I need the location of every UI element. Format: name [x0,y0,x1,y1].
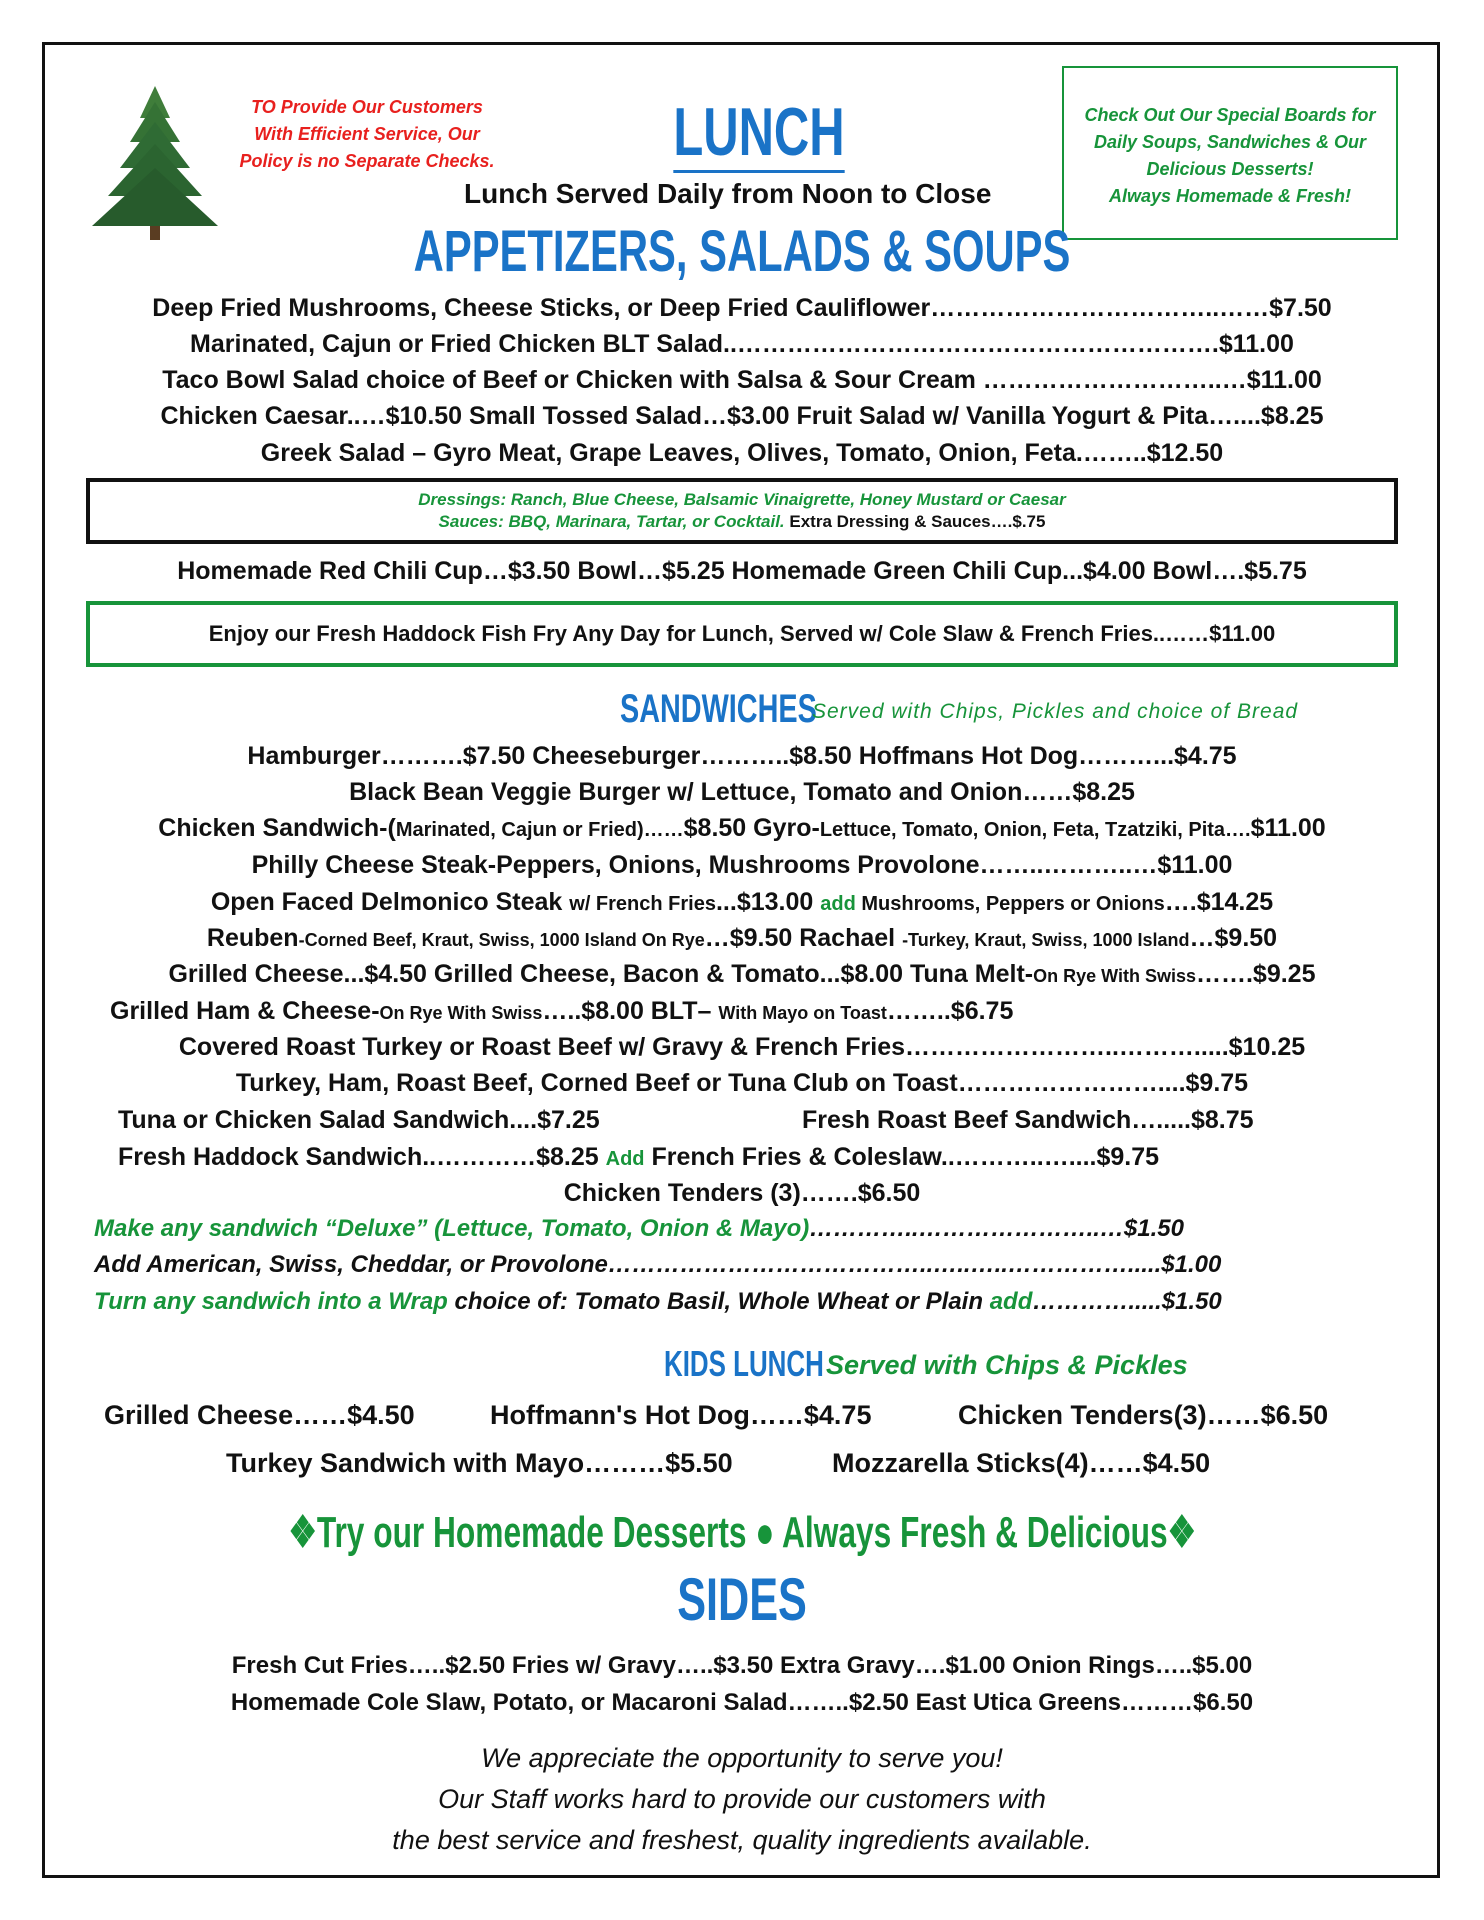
menu-item: Turkey Sandwich with Mayo………$5.50 [226,1448,733,1478]
special-line: Always Homemade & Fresh! [1108,186,1352,206]
footer-line: the best service and freshest, quality ingredients available. [392,1825,1092,1855]
wrap-choices: choice of: Tomato Basil, Whole Wheat or Plain [454,1288,990,1315]
menu-item: Taco Bowl Salad choice of Beef or Chicken with Salsa & Sour Cream ………………………..…$11.00 [162,366,1322,394]
desserts-banner: ❖Try our Homemade Desserts ● Always Fresh & Delicious❖ [288,1508,1196,1557]
item-desc: With Mayo on Toast [718,1003,887,1023]
wrap-price: ………….....$1.50 [1032,1288,1222,1315]
cheese-option: Add American, Swiss, Cheddar, or Provolone…………………………………..…..…..…………….....$1.00 [94,1251,1222,1278]
menu-item [0,923,1484,955]
menu-item [0,959,1484,991]
special-line: Delicious Desserts! [1146,159,1314,179]
menu-item: Grilled Cheese……$4.50 [104,1400,415,1430]
page-title: LUNCH [673,96,844,173]
item-name: $8.50 Gyro- [683,814,820,842]
menu-item: Tuna or Chicken Salad Sandwich....$7.25 [118,1106,600,1134]
item-name: …..$8.00 BLT– [542,997,719,1025]
menu-item: Fresh Cut Fries…..$2.50 Fries w/ Gravy…..$3.50 Extra Gravy….$1.00 Onion Rings…..$5.00 [231,1652,1253,1679]
item-desc: On Rye With Swiss [379,1003,543,1023]
extra-sauce-price: Extra Dressing & Sauces….$.75 [784,512,1046,531]
fish-fry-text: Enjoy our Fresh Haddock Fish Fry Any Day for Lunch, Served w/ Cole Slaw & French Fries..……$11.00 [208,621,1276,646]
footer-line: Our Staff works hard to provide our customers with [438,1784,1046,1814]
menu-item: Chicken Tenders(3)……$6.50 [958,1400,1329,1430]
menu-item: Fresh Roast Beef Sandwich….....$8.75 [802,1106,1254,1134]
footer-message [0,1738,1484,1861]
dressings-box [86,478,1398,544]
item-name: Grilled Cheese...$4.50 Grilled Cheese, Bacon & Tomato...$8.00 Tuna Melt- [168,960,1034,988]
menu-item: Philly Cheese Steak-Peppers, Onions, Mushrooms Provolone……..………..…$11.00 [251,851,1233,879]
item-name: Grilled Ham & Cheese- [110,997,380,1025]
sauces-line [90,511,1394,533]
menu-item: Greek Salad – Gyro Meat, Grape Leaves, Olives, Tomato, Onion, Feta.……..$12.50 [260,439,1224,467]
add-label: add [820,893,862,915]
menu-item [110,996,1013,1028]
add-label: add [989,1288,1033,1315]
dressings-line: Dressings: Ranch, Blue Cheese, Balsamic Vinaigrette, Honey Mustard or Caesar [418,490,1066,509]
deluxe-label: Make any sandwich “Deluxe” (Lettuce, Tomato, Onion & Mayo) [94,1215,810,1242]
special-line: Daily Soups, Sandwiches & Our [1093,132,1367,152]
item-desc: -Corned Beef, Kraut, Swiss, 1000 Island On Rye [298,930,705,950]
kids-heading: KIDS LUNCH [664,1343,824,1384]
item-name: Fresh Haddock Sandwich..…………$8.25 [118,1143,606,1171]
sides-heading: SIDES [677,1566,807,1633]
deluxe-price: …………..…………………..…$1.50 [809,1215,1184,1242]
menu-item [0,887,1484,919]
wrap-option [94,1287,1222,1317]
item-price: ….$14.25 [1164,888,1274,916]
notice-line: TO Provide Our Customers [251,97,483,117]
chili-row: Homemade Red Chili Cup…$3.50 Bowl…$5.25 Homemade Green Chili Cup...$4.00 Bowl….$5.75 [177,557,1307,585]
menu-item [118,1142,1159,1174]
item-price: …….$9.25 [1195,960,1316,988]
menu-item: Mozzarella Sticks(4)……$4.50 [832,1448,1211,1478]
item-name: French Fries & Coleslaw..………..…....$9.75 [644,1143,1160,1171]
item-desc: -Turkey, Kraut, Swiss, 1000 Island [902,930,1190,950]
menu-item: Black Bean Veggie Burger w/ Lettuce, Tomato and Onion……$8.25 [349,778,1135,806]
appetizers-heading-wrap [0,220,1484,284]
notice-line: With Efficient Service, Our [254,124,480,144]
notice-line: Policy is no Separate Checks. [239,151,495,171]
no-separate-checks-notice [222,94,512,175]
add-label: Add [605,1148,645,1170]
menu-item [0,813,1484,845]
item-desc: Mushrooms, Peppers or Onions [861,893,1165,915]
menu-item: Homemade Cole Slaw, Potato, or Macaroni Salad……..$2.50 East Utica Greens………$6.50 [230,1689,1254,1716]
title-wrap [640,94,845,173]
footer-line: We appreciate the opportunity to serve you! [481,1743,1003,1773]
desserts-banner-wrap [0,1508,1484,1558]
item-desc: On Rye With Swiss [1033,966,1196,986]
item-price: $11.00 [1250,814,1326,842]
item-price: ...$13.00 [715,888,821,916]
item-name: Reuben [206,924,299,952]
lunch-hours: Lunch Served Daily from Noon to Close [464,178,992,209]
menu-item: Deep Fried Mushrooms, Cheese Sticks, or Deep Fried Cauliflower……………………………..……$7.50 [152,294,1332,322]
item-price: ……..$6.75 [886,997,1014,1025]
menu-item: Marinated, Cajun or Fried Chicken BLT Salad..………………………………………………….$11.00 [190,330,1294,358]
special-boards-box [1062,66,1398,240]
item-desc: w/ French Fries [569,893,716,915]
item-desc: Marinated, Cajun or Fried)…… [395,819,684,841]
menu-item: Hamburger……….$7.50 Cheeseburger………..$8.50 Hoffmans Hot Dog………...$4.75 [247,742,1237,770]
wrap-label: Turn any sandwich into a Wrap [94,1288,455,1315]
kids-note: Served with Chips & Pickles [826,1350,1188,1380]
fish-fry-box [86,601,1398,667]
sandwiches-heading: SANDWICHES [620,687,817,731]
menu-item: Hoffmann's Hot Dog……$4.75 [490,1400,872,1430]
menu-item: Chicken Caesar..…$10.50 Small Tossed Salad…$3.00 Fruit Salad w/ Vanilla Yogurt & Pita…....$8.25 [160,402,1324,430]
item-desc: Lettuce, Tomato, Onion, Feta, Tzatziki, Pita…. [819,819,1251,841]
item-name: Chicken Sandwich-( [158,814,396,842]
menu-item: Turkey, Ham, Roast Beef, Corned Beef or Tuna Club on Toast……………………....$9.75 [235,1069,1249,1097]
menu-item: Covered Roast Turkey or Roast Beef w/ Gravy & French Fries……………………..……….....$10.25 [178,1033,1306,1061]
menu-item: Chicken Tenders (3)…….$6.50 [563,1179,921,1207]
special-line: Check Out Our Special Boards for [1084,105,1376,125]
item-name: …$9.50 Rachael [704,924,903,952]
deluxe-option [94,1214,1184,1244]
sandwiches-note: Served with Chips, Pickles and choice of Bread [812,700,1299,723]
sauces-list: Sauces: BBQ, Marinara, Tartar, or Cocktail. [438,512,785,531]
sides-heading-wrap [0,1568,1484,1632]
item-name: Open Faced Delmonico Steak [210,888,570,916]
item-price: …$9.50 [1189,924,1278,952]
appetizers-heading: APPETIZERS, SALADS & SOUPS [413,219,1071,284]
